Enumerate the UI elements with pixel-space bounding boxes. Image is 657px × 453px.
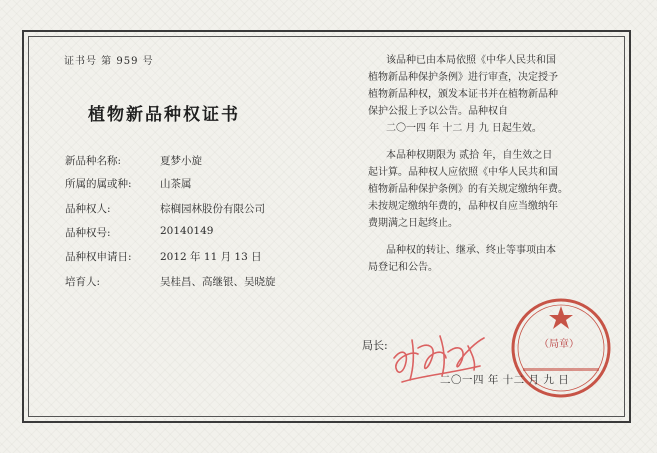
effective-date: 二〇一四 年 十二 月 九 日起生效。 [386, 123, 542, 134]
certificate-number: 证书号 第 959 号 [64, 56, 154, 67]
grant-paragraph-line: 植物新品种权，颁发本证书并在植物新品种 [368, 89, 558, 100]
field-value-application-date: 2012 年 11 月 13 日 [160, 251, 262, 263]
term-paragraph-line: 起计算。品种权人应依照《中华人民共和国 [368, 167, 558, 178]
grant-paragraph-line: 植物新品种保护条例》进行审查，决定授予 [368, 72, 558, 83]
field-label-breeders: 培育人: [65, 276, 101, 288]
field-value-breeders: 吴桂昌、高继银、吴晓旋 [160, 276, 276, 288]
term-paragraph-line: 本品种权期限为 贰拾 年，自生效之日 [386, 150, 553, 161]
field-label-genus: 所属的属或种: [65, 178, 132, 190]
field-value-variety-name: 夏梦小旋 [160, 155, 202, 167]
signature-date: 二〇一四 年 十二 月 九 日 [440, 374, 570, 386]
grant-paragraph-line: 保护公报上予以公告。品种权自 [368, 106, 508, 117]
field-value-rights-number: 20140149 [160, 225, 214, 237]
registration-paragraph-line: 品种权的转让、继承、终止等事项由本 [386, 245, 556, 256]
field-label-variety-name: 新品种名称: [65, 155, 122, 167]
field-value-genus: 山茶属 [160, 178, 192, 190]
term-paragraph-line: 费期满之日起终止。 [368, 218, 458, 229]
seal-label: （局章） [539, 339, 579, 350]
registration-paragraph-line: 局登记和公告。 [368, 262, 438, 273]
field-value-rights-holder: 棕榈园林股份有限公司 [160, 203, 265, 215]
term-paragraph-line: 植物新品种保护条例》的有关规定缴纳年费。 [368, 184, 568, 195]
grant-paragraph-line: 该品种已由本局依照《中华人民共和国 [386, 55, 556, 66]
term-paragraph-line: 未按规定缴纳年费的，品种权自应当缴纳年 [368, 201, 558, 212]
field-label-application-date: 品种权申请日: [65, 251, 132, 263]
field-label-rights-holder: 品种权人: [65, 203, 111, 215]
field-label-rights-number: 品种权号: [65, 227, 111, 239]
director-label: 局长: [362, 339, 388, 352]
certificate-title: 植物新品种权证书 [88, 105, 240, 125]
